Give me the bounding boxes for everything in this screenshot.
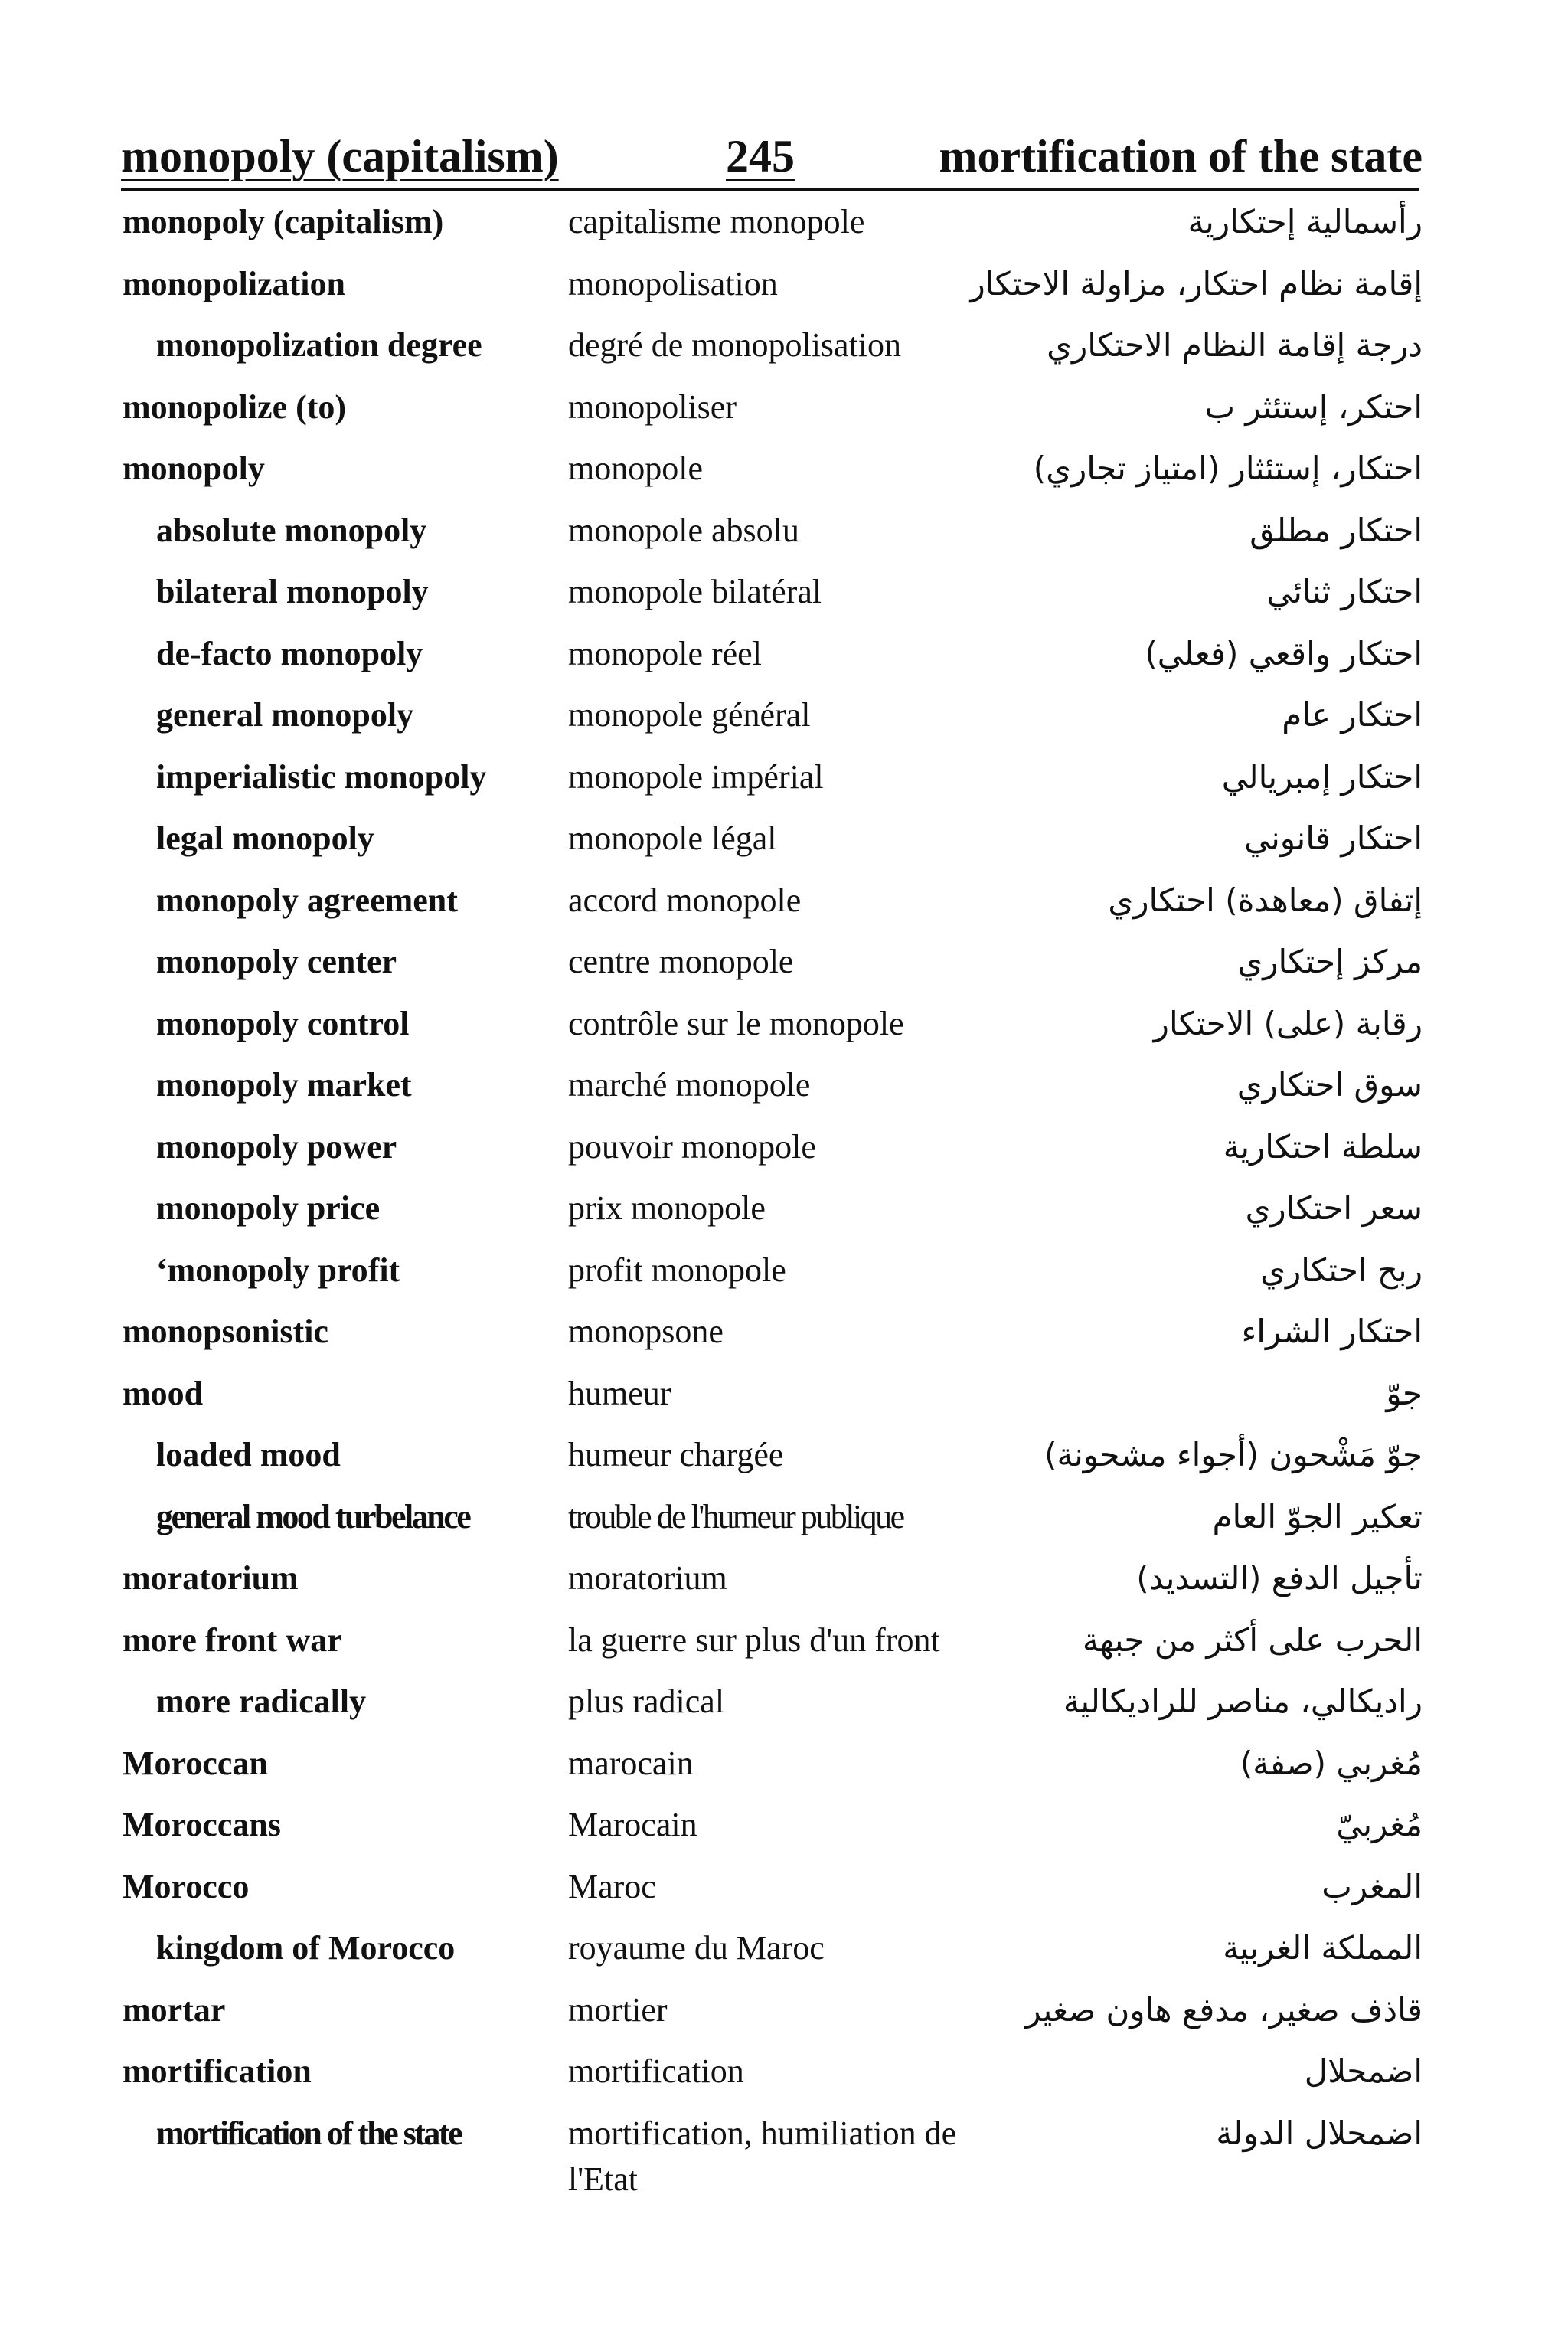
- entry-english-term: monopoly (capitalism): [122, 203, 444, 240]
- entry-english-term: moratorium: [122, 1559, 299, 1597]
- entry-english-term: mood: [122, 1374, 204, 1412]
- entry-arabic-term: إقامة نظام احتكار، مزاولة الاحتكار: [969, 264, 1423, 302]
- entry-arabic-term: المملكة الغربية: [1223, 1929, 1423, 1967]
- entry-arabic-term: احتكار إمبريالي: [1221, 757, 1423, 796]
- running-header: [121, 123, 1423, 187]
- entry-french-term: marché monopole: [568, 1066, 811, 1104]
- entry-arabic-term: سعر احتكاري: [1245, 1189, 1423, 1227]
- entry-french-term: monopsone: [568, 1313, 724, 1350]
- entry-english-term: monopoly control: [156, 1004, 410, 1042]
- entry-english-term: absolute monopoly: [156, 511, 427, 549]
- entry-french-term: degré de monopolisation: [568, 326, 902, 364]
- entry-english-term: ‘monopoly profit: [156, 1251, 400, 1289]
- entry-english-term: monopoly price: [156, 1189, 381, 1227]
- entry-french-term: la guerre sur plus d'un front: [568, 1620, 940, 1659]
- entry-english-term: Moroccan: [122, 1744, 268, 1782]
- entry-french-term: Maroc: [568, 1867, 656, 1905]
- entry-english-term: monopolization: [122, 264, 345, 302]
- header-last-entry: mortification of the state: [939, 131, 1423, 181]
- entry-arabic-term: احتكار، إستئثار (امتياز تجاري): [1033, 450, 1423, 487]
- entry-arabic-term: مُغربي (صفة): [1240, 1744, 1423, 1782]
- entry-french-term: monopoliser: [568, 388, 737, 426]
- entry-french-term: mortification, humiliation de l'Etat: [568, 2114, 957, 2198]
- entry-french-term: humeur: [568, 1374, 671, 1412]
- page-number: 245: [726, 131, 795, 181]
- entry-french-term: monopole: [568, 450, 703, 487]
- entry-arabic-term: تأجيل الدفع (التسديد): [1136, 1559, 1423, 1597]
- entry-english-term: mortar: [122, 1990, 226, 2029]
- entry-english-term: general monopoly: [156, 696, 414, 734]
- entry-arabic-term: قاذف صغير، مدفع هاون صغير: [1025, 1990, 1423, 2029]
- entry-english-term: general mood turbelance: [156, 1497, 470, 1535]
- entry-arabic-term: احتكار عام: [1282, 696, 1423, 734]
- entry-english-term: de-facto monopoly: [156, 634, 423, 672]
- entry-english-term: monopoly power: [156, 1127, 397, 1166]
- entry-english-term: Moroccans: [122, 1806, 281, 1843]
- entry-french-term: Marocain: [568, 1806, 697, 1843]
- entry-english-term: monopolize (to): [122, 388, 347, 426]
- entry-arabic-term: احتكار مطلق: [1250, 511, 1423, 549]
- entry-english-term: monopoly center: [156, 943, 397, 980]
- entry-french-term: monopole réel: [568, 634, 762, 672]
- entry-french-term: capitalisme monopole: [568, 203, 865, 240]
- entry-arabic-term: احتكار ثنائي: [1266, 573, 1423, 610]
- entry-english-term: legal monopoly: [156, 819, 374, 857]
- entry-english-term: monopsonistic: [122, 1313, 328, 1350]
- entry-arabic-term: احتكار قانوني: [1244, 819, 1423, 857]
- entry-english-term: monopoly: [122, 450, 265, 487]
- entry-french-term: mortification: [568, 2052, 744, 2090]
- entry-french-term: monopolisation: [568, 264, 778, 302]
- entry-arabic-term: جوّ مَشْحون (أجواء مشحونة): [1044, 1436, 1423, 1473]
- entry-english-term: mortification: [122, 2052, 312, 2090]
- entry-arabic-term: راديكالي، مناصر للراديكالية: [1063, 1683, 1423, 1720]
- entry-arabic-term: اضمحلال: [1304, 2052, 1423, 2090]
- entry-arabic-term: رأسمالية إحتكارية: [1187, 203, 1423, 240]
- entry-french-term: pouvoir monopole: [568, 1127, 816, 1166]
- entry-french-term: accord monopole: [568, 881, 802, 919]
- header-rule: [121, 188, 1419, 191]
- entry-arabic-term: المغرب: [1321, 1867, 1423, 1905]
- entry-french-term: trouble de l'humeur publique: [568, 1497, 903, 1535]
- entry-arabic-term: مُغربيّ: [1336, 1806, 1423, 1843]
- entry-english-term: more front war: [122, 1620, 342, 1659]
- entry-french-term: monopole impérial: [568, 757, 824, 796]
- entry-french-term: contrôle sur le monopole: [568, 1004, 904, 1042]
- entry-english-term: imperialistic monopoly: [156, 757, 487, 796]
- header-first-entry: monopoly (capitalism): [121, 131, 559, 181]
- entry-arabic-term: اضمحلال الدولة: [1216, 2114, 1423, 2152]
- entry-english-term: kingdom of Morocco: [156, 1929, 456, 1967]
- entry-arabic-term: احتكر، إستئثر ب: [1204, 388, 1423, 426]
- entry-english-term: loaded mood: [156, 1436, 341, 1473]
- entry-french-term: monopole bilatéral: [568, 573, 822, 610]
- entry-french-term: centre monopole: [568, 943, 794, 980]
- entry-french-term: monopole légal: [568, 819, 777, 857]
- entry-english-term: Morocco: [122, 1867, 250, 1905]
- entry-english-term: monopoly agreement: [156, 881, 458, 919]
- entry-arabic-term: إتفاق (معاهدة) احتكاري: [1108, 881, 1423, 919]
- entry-english-term: bilateral monopoly: [156, 573, 429, 610]
- entry-arabic-term: مركز إحتكاري: [1237, 943, 1423, 980]
- entry-french-term: monopole général: [568, 696, 811, 734]
- entry-french-term: humeur chargée: [568, 1436, 784, 1473]
- entry-french-term: marocain: [568, 1744, 694, 1782]
- entry-french-term: plus radical: [568, 1683, 725, 1720]
- entry-english-term: more radically: [156, 1683, 367, 1720]
- entry-arabic-term: احتكار واقعي (فعلي): [1145, 634, 1423, 672]
- entry-arabic-term: تعكير الجوّ العام: [1212, 1497, 1423, 1535]
- entry-arabic-term: جوّ: [1386, 1374, 1423, 1412]
- entry-french-term: moratorium: [568, 1559, 727, 1597]
- entry-arabic-term: سلطة احتكارية: [1223, 1127, 1423, 1166]
- entry-french-term: mortier: [568, 1990, 668, 2029]
- entry-arabic-term: الحرب على أكثر من جبهة: [1082, 1620, 1423, 1659]
- entry-english-term: mortification of the state: [156, 2114, 462, 2152]
- entry-english-term: monopolization degree: [156, 326, 482, 364]
- entry-arabic-term: سوق احتكاري: [1236, 1066, 1423, 1104]
- entry-french-term: prix monopole: [568, 1189, 766, 1227]
- entry-arabic-term: درجة إقامة النظام الاحتكاري: [1047, 326, 1423, 364]
- entry-french-term: royaume du Maroc: [568, 1929, 825, 1967]
- entry-arabic-term: احتكار الشراء: [1241, 1313, 1423, 1350]
- entry-french-term: monopole absolu: [568, 511, 799, 549]
- entry-arabic-term: ربح احتكاري: [1260, 1251, 1423, 1289]
- entry-french-term: profit monopole: [568, 1251, 786, 1289]
- entry-arabic-term: رقابة (على) الاحتكار: [1153, 1004, 1423, 1042]
- entry-english-term: monopoly market: [156, 1066, 412, 1104]
